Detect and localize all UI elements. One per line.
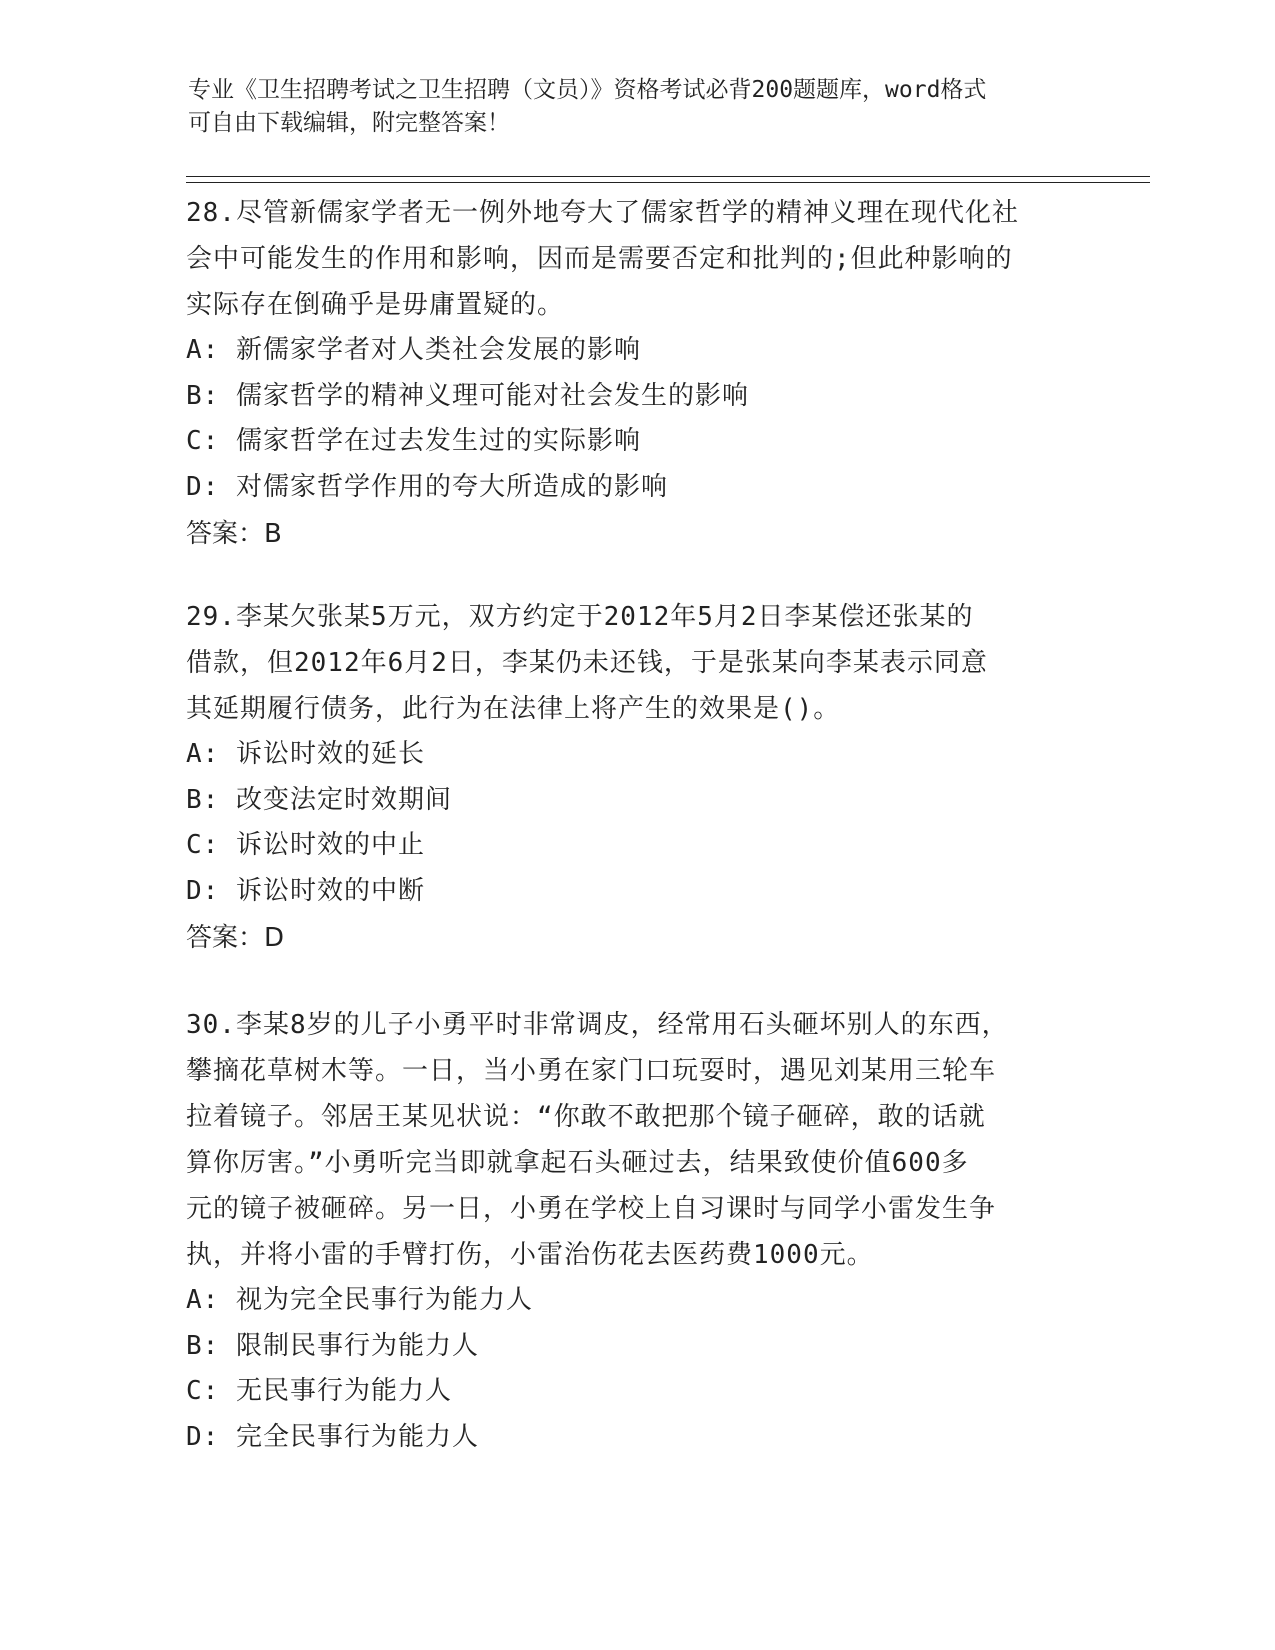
question-stem-line: 会中可能发生的作用和影响，因而是需要否定和批判的;但此种影响的 [186, 244, 1013, 274]
question-stem-line: 29.李某欠张某5万元，双方约定于2012年5月2日李某偿还张某的 [186, 602, 974, 632]
option-d: D: 诉讼时效的中断 [186, 875, 425, 906]
option-b: B: 改变法定时效期间 [186, 784, 452, 815]
document-header [188, 74, 1088, 140]
header-divider-bottom [186, 182, 1150, 183]
question-stem-line: 执，并将小雷的手臂打伤，小雷治伤花去医药费1000元。 [186, 1240, 874, 1270]
option-a: A: 新儒家学者对人类社会发展的影响 [186, 335, 641, 365]
question-stem-line: 实际存在倒确乎是毋庸置疑的。 [186, 290, 565, 320]
question-stem-line: 攀摘花草树木等。一日，当小勇在家门口玩耍时，遇见刘某用三轮车 [186, 1056, 997, 1086]
option-d: D: 完全民事行为能力人 [186, 1421, 479, 1452]
option-a: A: 视为完全民事行为能力人 [186, 1285, 533, 1315]
question-stem-line: 28.尽管新儒家学者无一例外地夸大了儒家哲学的精神义理在现代化社 [186, 198, 1019, 228]
question-29 [186, 594, 1086, 962]
header-divider-top [186, 176, 1150, 177]
option-c: C: 无民事行为能力人 [186, 1376, 452, 1406]
question-stem-line: 其延期履行债务，此行为在法律上将产生的效果是()。 [186, 694, 841, 724]
question-30 [186, 1002, 1086, 1460]
header-line-1: 专业《卫生招聘考试之卫生招聘（文员）》资格考试必背200题题库，word格式 [188, 77, 987, 103]
question-stem-line: 元的镜子被砸碎。另一日，小勇在学校上自习课时与同学小雷发生争 [186, 1194, 997, 1224]
option-c: C: 儒家哲学在过去发生过的实际影响 [186, 426, 641, 456]
question-28 [186, 190, 1086, 558]
answer-label: 答案：D [186, 923, 285, 953]
question-stem-line: 30.李某8岁的儿子小勇平时非常调皮，经常用石头砸坏别人的东西， [186, 1010, 1009, 1040]
option-c: C: 诉讼时效的中止 [186, 830, 425, 860]
question-stem-line: 借款，但2012年6月2日，李某仍未还钱，于是张某向李某表示同意 [186, 648, 988, 678]
header-line-2: 可自由下载编辑，附完整答案！ [188, 110, 510, 136]
question-stem-line: 拉着镜子。邻居王某见状说：“你敢不敢把那个镜子砸碎，敢的话就 [186, 1102, 986, 1132]
answer-label: 答案：B [186, 519, 282, 549]
option-d: D: 对儒家哲学作用的夸大所造成的影响 [186, 471, 668, 502]
option-b: B: 限制民事行为能力人 [186, 1330, 479, 1361]
option-b: B: 儒家哲学的精神义理可能对社会发生的影响 [186, 380, 749, 411]
option-a: A: 诉讼时效的延长 [186, 739, 425, 769]
question-stem-line: 算你厉害。”小勇听完当即就拿起石头砸过去，结果致使价值600多 [186, 1148, 969, 1178]
